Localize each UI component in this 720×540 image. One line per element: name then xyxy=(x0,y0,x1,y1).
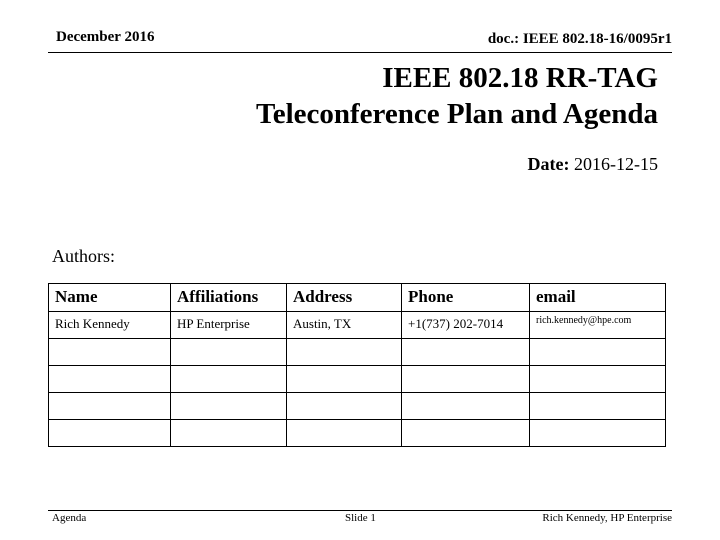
title-line-1: IEEE 802.18 RR-TAG xyxy=(382,62,658,94)
empty-cell xyxy=(530,339,666,366)
cell-phone: +1(737) 202-7014 xyxy=(402,312,530,339)
footer-slide-number: Slide 1 xyxy=(345,512,376,524)
header-date: December 2016 xyxy=(56,29,155,45)
empty-cell xyxy=(171,393,287,420)
empty-cell xyxy=(171,339,287,366)
empty-cell xyxy=(287,420,402,447)
empty-cell xyxy=(530,420,666,447)
footer-left: Agenda xyxy=(52,512,87,524)
table-row-empty xyxy=(49,366,666,393)
date-value: 2016-12-15 xyxy=(574,154,658,174)
header-address: Address xyxy=(287,284,402,312)
empty-cell xyxy=(530,393,666,420)
empty-cell xyxy=(49,420,171,447)
cell-address: Austin, TX xyxy=(287,312,402,339)
footer-author: Rich Kennedy, HP Enterprise xyxy=(542,512,672,524)
empty-cell xyxy=(49,339,171,366)
empty-cell xyxy=(287,393,402,420)
date-line xyxy=(528,154,658,175)
header-email: email xyxy=(530,284,666,312)
header-phone: Phone xyxy=(402,284,530,312)
title-line-2: Teleconference Plan and Agenda xyxy=(256,98,658,130)
empty-cell xyxy=(402,420,530,447)
table-row-empty xyxy=(49,420,666,447)
cell-name: Rich Kennedy xyxy=(49,312,171,339)
authors-table xyxy=(48,283,666,447)
table-row-empty xyxy=(49,339,666,366)
header-doc-number: doc.: IEEE 802.18-16/0095r1 xyxy=(487,31,672,47)
slide-title xyxy=(256,60,658,132)
header-affiliations: Affiliations xyxy=(171,284,287,312)
empty-cell xyxy=(287,366,402,393)
empty-cell xyxy=(171,420,287,447)
header-name: Name xyxy=(49,284,171,312)
authors-label: Authors: xyxy=(52,246,115,266)
table-row xyxy=(49,312,666,339)
empty-cell xyxy=(171,366,287,393)
empty-cell xyxy=(530,366,666,393)
footer-rule xyxy=(48,510,672,511)
empty-cell xyxy=(49,366,171,393)
empty-cell xyxy=(402,366,530,393)
empty-cell xyxy=(402,339,530,366)
cell-affiliation: HP Enterprise xyxy=(171,312,287,339)
table-header-row xyxy=(49,284,666,312)
date-label: Date: xyxy=(527,154,570,174)
empty-cell xyxy=(49,393,171,420)
empty-cell xyxy=(287,339,402,366)
table-row-empty xyxy=(49,393,666,420)
header-rule xyxy=(48,52,672,53)
empty-cell xyxy=(402,393,530,420)
cell-email: rich.kennedy@hpe.com xyxy=(530,312,666,339)
